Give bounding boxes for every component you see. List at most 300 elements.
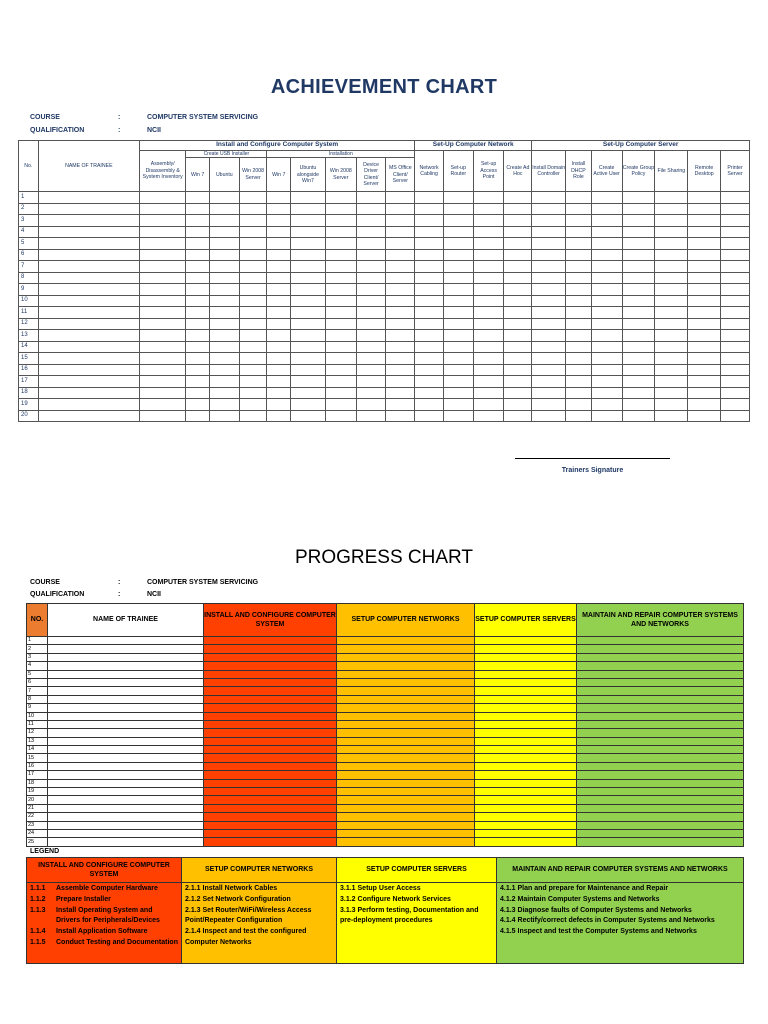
achievement-cell[interactable]	[721, 249, 750, 261]
achievement-cell[interactable]	[186, 410, 210, 422]
achievement-cell[interactable]	[473, 261, 504, 273]
progress-cell[interactable]	[475, 804, 577, 812]
achievement-cell[interactable]	[504, 215, 532, 227]
progress-trainee-name-cell[interactable]	[48, 796, 204, 804]
progress-cell[interactable]	[475, 737, 577, 745]
achievement-cell[interactable]	[415, 272, 444, 284]
achievement-cell[interactable]	[504, 272, 532, 284]
achievement-cell[interactable]	[325, 364, 356, 376]
achievement-cell[interactable]	[473, 295, 504, 307]
achievement-cell[interactable]	[415, 364, 444, 376]
achievement-cell[interactable]	[591, 376, 622, 388]
achievement-cell[interactable]	[291, 203, 326, 215]
progress-cell[interactable]	[337, 813, 475, 821]
achievement-cell[interactable]	[443, 249, 473, 261]
progress-cell[interactable]	[577, 645, 744, 653]
achievement-cell[interactable]	[415, 399, 444, 411]
achievement-cell[interactable]	[532, 272, 566, 284]
achievement-cell[interactable]	[239, 341, 267, 353]
achievement-cell[interactable]	[473, 249, 504, 261]
achievement-cell[interactable]	[356, 249, 386, 261]
achievement-cell[interactable]	[622, 330, 655, 342]
achievement-cell[interactable]	[325, 192, 356, 204]
achievement-cell[interactable]	[415, 261, 444, 273]
progress-cell[interactable]	[577, 754, 744, 762]
progress-trainee-name-cell[interactable]	[48, 813, 204, 821]
achievement-cell[interactable]	[140, 353, 186, 365]
achievement-cell[interactable]	[267, 353, 291, 365]
achievement-cell[interactable]	[532, 341, 566, 353]
progress-cell[interactable]	[337, 771, 475, 779]
achievement-cell[interactable]	[291, 238, 326, 250]
achievement-cell[interactable]	[591, 295, 622, 307]
achievement-cell[interactable]	[186, 215, 210, 227]
achievement-cell[interactable]	[591, 341, 622, 353]
achievement-cell[interactable]	[504, 203, 532, 215]
achievement-cell[interactable]	[688, 295, 721, 307]
trainee-name-cell[interactable]	[38, 272, 140, 284]
achievement-cell[interactable]	[688, 330, 721, 342]
achievement-cell[interactable]	[415, 192, 444, 204]
progress-trainee-name-cell[interactable]	[48, 829, 204, 837]
achievement-cell[interactable]	[655, 284, 688, 296]
achievement-cell[interactable]	[239, 318, 267, 330]
achievement-cell[interactable]	[566, 215, 592, 227]
achievement-cell[interactable]	[267, 410, 291, 422]
achievement-cell[interactable]	[622, 364, 655, 376]
achievement-cell[interactable]	[140, 376, 186, 388]
trainee-name-cell[interactable]	[38, 318, 140, 330]
trainee-name-cell[interactable]	[38, 364, 140, 376]
achievement-cell[interactable]	[721, 330, 750, 342]
progress-cell[interactable]	[337, 695, 475, 703]
progress-trainee-name-cell[interactable]	[48, 838, 204, 846]
achievement-cell[interactable]	[239, 399, 267, 411]
achievement-cell[interactable]	[325, 307, 356, 319]
achievement-cell[interactable]	[291, 387, 326, 399]
achievement-cell[interactable]	[325, 387, 356, 399]
achievement-cell[interactable]	[386, 376, 415, 388]
achievement-cell[interactable]	[140, 410, 186, 422]
achievement-cell[interactable]	[655, 261, 688, 273]
achievement-cell[interactable]	[356, 307, 386, 319]
achievement-cell[interactable]	[291, 307, 326, 319]
progress-trainee-name-cell[interactable]	[48, 737, 204, 745]
achievement-cell[interactable]	[186, 307, 210, 319]
achievement-cell[interactable]	[591, 226, 622, 238]
progress-cell[interactable]	[577, 729, 744, 737]
achievement-cell[interactable]	[291, 261, 326, 273]
achievement-cell[interactable]	[415, 387, 444, 399]
achievement-cell[interactable]	[325, 215, 356, 227]
trainee-name-cell[interactable]	[38, 226, 140, 238]
achievement-cell[interactable]	[356, 399, 386, 411]
achievement-cell[interactable]	[591, 410, 622, 422]
progress-cell[interactable]	[475, 788, 577, 796]
achievement-cell[interactable]	[655, 203, 688, 215]
achievement-cell[interactable]	[386, 261, 415, 273]
trainee-name-cell[interactable]	[38, 249, 140, 261]
achievement-cell[interactable]	[140, 318, 186, 330]
achievement-cell[interactable]	[721, 295, 750, 307]
progress-trainee-name-cell[interactable]	[48, 712, 204, 720]
achievement-cell[interactable]	[622, 192, 655, 204]
progress-cell[interactable]	[577, 704, 744, 712]
achievement-cell[interactable]	[239, 410, 267, 422]
achievement-cell[interactable]	[655, 353, 688, 365]
progress-cell[interactable]	[337, 645, 475, 653]
achievement-cell[interactable]	[591, 318, 622, 330]
progress-cell[interactable]	[204, 729, 337, 737]
achievement-cell[interactable]	[356, 272, 386, 284]
achievement-cell[interactable]	[386, 318, 415, 330]
achievement-cell[interactable]	[386, 330, 415, 342]
achievement-cell[interactable]	[504, 284, 532, 296]
achievement-cell[interactable]	[209, 215, 239, 227]
achievement-cell[interactable]	[239, 353, 267, 365]
achievement-cell[interactable]	[291, 318, 326, 330]
achievement-cell[interactable]	[186, 295, 210, 307]
achievement-cell[interactable]	[655, 192, 688, 204]
achievement-cell[interactable]	[325, 318, 356, 330]
achievement-cell[interactable]	[386, 215, 415, 227]
progress-cell[interactable]	[475, 838, 577, 846]
achievement-cell[interactable]	[356, 376, 386, 388]
progress-cell[interactable]	[475, 645, 577, 653]
achievement-cell[interactable]	[504, 341, 532, 353]
achievement-cell[interactable]	[622, 295, 655, 307]
progress-trainee-name-cell[interactable]	[48, 720, 204, 728]
achievement-cell[interactable]	[532, 261, 566, 273]
achievement-cell[interactable]	[140, 249, 186, 261]
achievement-cell[interactable]	[591, 238, 622, 250]
achievement-cell[interactable]	[622, 376, 655, 388]
achievement-cell[interactable]	[591, 353, 622, 365]
achievement-cell[interactable]	[186, 364, 210, 376]
progress-cell[interactable]	[204, 746, 337, 754]
achievement-cell[interactable]	[386, 341, 415, 353]
achievement-cell[interactable]	[622, 203, 655, 215]
achievement-cell[interactable]	[591, 387, 622, 399]
achievement-cell[interactable]	[721, 226, 750, 238]
achievement-cell[interactable]	[566, 238, 592, 250]
achievement-cell[interactable]	[688, 272, 721, 284]
achievement-cell[interactable]	[325, 341, 356, 353]
achievement-cell[interactable]	[186, 284, 210, 296]
progress-cell[interactable]	[204, 637, 337, 645]
achievement-cell[interactable]	[591, 399, 622, 411]
progress-cell[interactable]	[204, 813, 337, 821]
achievement-cell[interactable]	[566, 272, 592, 284]
achievement-cell[interactable]	[186, 203, 210, 215]
achievement-cell[interactable]	[140, 215, 186, 227]
achievement-cell[interactable]	[688, 226, 721, 238]
achievement-cell[interactable]	[532, 238, 566, 250]
progress-cell[interactable]	[337, 746, 475, 754]
achievement-cell[interactable]	[566, 249, 592, 261]
progress-cell[interactable]	[475, 653, 577, 661]
achievement-cell[interactable]	[721, 215, 750, 227]
achievement-cell[interactable]	[356, 387, 386, 399]
achievement-cell[interactable]	[532, 307, 566, 319]
progress-cell[interactable]	[475, 678, 577, 686]
achievement-cell[interactable]	[655, 387, 688, 399]
achievement-cell[interactable]	[591, 272, 622, 284]
progress-cell[interactable]	[337, 779, 475, 787]
achievement-cell[interactable]	[443, 364, 473, 376]
achievement-cell[interactable]	[688, 364, 721, 376]
achievement-cell[interactable]	[532, 318, 566, 330]
progress-cell[interactable]	[204, 838, 337, 846]
achievement-cell[interactable]	[186, 192, 210, 204]
achievement-cell[interactable]	[186, 341, 210, 353]
achievement-cell[interactable]	[504, 261, 532, 273]
achievement-cell[interactable]	[622, 307, 655, 319]
progress-trainee-name-cell[interactable]	[48, 678, 204, 686]
achievement-cell[interactable]	[291, 215, 326, 227]
achievement-cell[interactable]	[566, 410, 592, 422]
achievement-cell[interactable]	[566, 353, 592, 365]
achievement-cell[interactable]	[443, 399, 473, 411]
achievement-cell[interactable]	[473, 376, 504, 388]
achievement-cell[interactable]	[140, 387, 186, 399]
achievement-cell[interactable]	[267, 307, 291, 319]
trainee-name-cell[interactable]	[38, 399, 140, 411]
achievement-cell[interactable]	[622, 399, 655, 411]
achievement-cell[interactable]	[356, 330, 386, 342]
progress-cell[interactable]	[577, 838, 744, 846]
achievement-cell[interactable]	[655, 410, 688, 422]
achievement-cell[interactable]	[267, 399, 291, 411]
achievement-cell[interactable]	[443, 226, 473, 238]
progress-cell[interactable]	[577, 746, 744, 754]
progress-trainee-name-cell[interactable]	[48, 653, 204, 661]
achievement-cell[interactable]	[239, 330, 267, 342]
progress-cell[interactable]	[475, 796, 577, 804]
achievement-cell[interactable]	[622, 249, 655, 261]
achievement-cell[interactable]	[504, 307, 532, 319]
achievement-cell[interactable]	[504, 399, 532, 411]
progress-cell[interactable]	[577, 762, 744, 770]
achievement-cell[interactable]	[688, 249, 721, 261]
achievement-cell[interactable]	[688, 318, 721, 330]
progress-cell[interactable]	[577, 678, 744, 686]
progress-cell[interactable]	[577, 695, 744, 703]
achievement-cell[interactable]	[504, 226, 532, 238]
achievement-cell[interactable]	[356, 353, 386, 365]
progress-cell[interactable]	[204, 829, 337, 837]
achievement-cell[interactable]	[415, 226, 444, 238]
achievement-cell[interactable]	[415, 203, 444, 215]
progress-cell[interactable]	[577, 796, 744, 804]
trainee-name-cell[interactable]	[38, 295, 140, 307]
achievement-cell[interactable]	[415, 284, 444, 296]
achievement-cell[interactable]	[267, 238, 291, 250]
achievement-cell[interactable]	[721, 261, 750, 273]
achievement-cell[interactable]	[209, 330, 239, 342]
achievement-cell[interactable]	[504, 238, 532, 250]
achievement-cell[interactable]	[721, 192, 750, 204]
achievement-cell[interactable]	[504, 330, 532, 342]
achievement-cell[interactable]	[325, 330, 356, 342]
achievement-cell[interactable]	[386, 399, 415, 411]
achievement-cell[interactable]	[267, 203, 291, 215]
achievement-cell[interactable]	[239, 364, 267, 376]
achievement-cell[interactable]	[532, 399, 566, 411]
progress-cell[interactable]	[337, 796, 475, 804]
achievement-cell[interactable]	[622, 353, 655, 365]
trainee-name-cell[interactable]	[38, 387, 140, 399]
achievement-cell[interactable]	[291, 272, 326, 284]
achievement-cell[interactable]	[688, 353, 721, 365]
achievement-cell[interactable]	[655, 318, 688, 330]
trainee-name-cell[interactable]	[38, 330, 140, 342]
progress-cell[interactable]	[204, 712, 337, 720]
achievement-cell[interactable]	[291, 353, 326, 365]
progress-cell[interactable]	[475, 754, 577, 762]
progress-cell[interactable]	[475, 695, 577, 703]
achievement-cell[interactable]	[591, 215, 622, 227]
achievement-cell[interactable]	[473, 364, 504, 376]
achievement-cell[interactable]	[209, 249, 239, 261]
achievement-cell[interactable]	[140, 399, 186, 411]
progress-trainee-name-cell[interactable]	[48, 687, 204, 695]
progress-cell[interactable]	[337, 678, 475, 686]
progress-cell[interactable]	[475, 662, 577, 670]
achievement-cell[interactable]	[140, 364, 186, 376]
achievement-cell[interactable]	[386, 272, 415, 284]
achievement-cell[interactable]	[386, 238, 415, 250]
achievement-cell[interactable]	[140, 284, 186, 296]
progress-cell[interactable]	[475, 771, 577, 779]
progress-trainee-name-cell[interactable]	[48, 762, 204, 770]
achievement-cell[interactable]	[415, 249, 444, 261]
achievement-cell[interactable]	[291, 364, 326, 376]
achievement-cell[interactable]	[443, 410, 473, 422]
achievement-cell[interactable]	[186, 318, 210, 330]
achievement-cell[interactable]	[325, 353, 356, 365]
achievement-cell[interactable]	[291, 295, 326, 307]
achievement-cell[interactable]	[356, 295, 386, 307]
achievement-cell[interactable]	[655, 364, 688, 376]
progress-cell[interactable]	[337, 737, 475, 745]
achievement-cell[interactable]	[291, 376, 326, 388]
achievement-cell[interactable]	[566, 284, 592, 296]
achievement-cell[interactable]	[622, 410, 655, 422]
achievement-cell[interactable]	[655, 330, 688, 342]
achievement-cell[interactable]	[566, 364, 592, 376]
achievement-cell[interactable]	[267, 261, 291, 273]
achievement-cell[interactable]	[504, 192, 532, 204]
progress-cell[interactable]	[204, 678, 337, 686]
achievement-cell[interactable]	[473, 215, 504, 227]
achievement-cell[interactable]	[386, 203, 415, 215]
achievement-cell[interactable]	[532, 226, 566, 238]
progress-cell[interactable]	[337, 712, 475, 720]
achievement-cell[interactable]	[473, 226, 504, 238]
progress-cell[interactable]	[204, 771, 337, 779]
achievement-cell[interactable]	[267, 192, 291, 204]
achievement-cell[interactable]	[688, 215, 721, 227]
achievement-cell[interactable]	[591, 307, 622, 319]
achievement-cell[interactable]	[209, 272, 239, 284]
achievement-cell[interactable]	[267, 387, 291, 399]
achievement-cell[interactable]	[186, 353, 210, 365]
progress-cell[interactable]	[337, 838, 475, 846]
achievement-cell[interactable]	[386, 295, 415, 307]
achievement-cell[interactable]	[386, 364, 415, 376]
achievement-cell[interactable]	[291, 192, 326, 204]
achievement-cell[interactable]	[532, 330, 566, 342]
progress-cell[interactable]	[577, 712, 744, 720]
achievement-cell[interactable]	[591, 192, 622, 204]
achievement-cell[interactable]	[415, 215, 444, 227]
achievement-cell[interactable]	[721, 399, 750, 411]
achievement-cell[interactable]	[504, 376, 532, 388]
progress-cell[interactable]	[577, 813, 744, 821]
achievement-cell[interactable]	[473, 192, 504, 204]
progress-cell[interactable]	[337, 821, 475, 829]
trainee-name-cell[interactable]	[38, 410, 140, 422]
achievement-cell[interactable]	[721, 272, 750, 284]
achievement-cell[interactable]	[386, 226, 415, 238]
trainee-name-cell[interactable]	[38, 353, 140, 365]
achievement-cell[interactable]	[186, 387, 210, 399]
achievement-cell[interactable]	[443, 238, 473, 250]
achievement-cell[interactable]	[504, 318, 532, 330]
achievement-cell[interactable]	[473, 399, 504, 411]
achievement-cell[interactable]	[566, 261, 592, 273]
achievement-cell[interactable]	[140, 295, 186, 307]
progress-cell[interactable]	[577, 829, 744, 837]
achievement-cell[interactable]	[386, 249, 415, 261]
achievement-cell[interactable]	[721, 376, 750, 388]
progress-cell[interactable]	[204, 662, 337, 670]
achievement-cell[interactable]	[591, 364, 622, 376]
achievement-cell[interactable]	[209, 341, 239, 353]
achievement-cell[interactable]	[532, 376, 566, 388]
progress-cell[interactable]	[577, 637, 744, 645]
achievement-cell[interactable]	[386, 192, 415, 204]
achievement-cell[interactable]	[267, 376, 291, 388]
achievement-cell[interactable]	[473, 410, 504, 422]
achievement-cell[interactable]	[443, 387, 473, 399]
achievement-cell[interactable]	[504, 387, 532, 399]
trainee-name-cell[interactable]	[38, 203, 140, 215]
achievement-cell[interactable]	[566, 226, 592, 238]
achievement-cell[interactable]	[209, 353, 239, 365]
achievement-cell[interactable]	[415, 376, 444, 388]
achievement-cell[interactable]	[443, 353, 473, 365]
achievement-cell[interactable]	[325, 261, 356, 273]
achievement-cell[interactable]	[325, 249, 356, 261]
progress-cell[interactable]	[204, 653, 337, 661]
achievement-cell[interactable]	[443, 341, 473, 353]
achievement-cell[interactable]	[239, 295, 267, 307]
achievement-cell[interactable]	[291, 341, 326, 353]
achievement-cell[interactable]	[443, 284, 473, 296]
achievement-cell[interactable]	[532, 364, 566, 376]
achievement-cell[interactable]	[622, 284, 655, 296]
progress-cell[interactable]	[475, 670, 577, 678]
progress-cell[interactable]	[577, 737, 744, 745]
achievement-cell[interactable]	[140, 226, 186, 238]
achievement-cell[interactable]	[415, 330, 444, 342]
progress-cell[interactable]	[337, 687, 475, 695]
achievement-cell[interactable]	[688, 192, 721, 204]
achievement-cell[interactable]	[356, 238, 386, 250]
achievement-cell[interactable]	[267, 249, 291, 261]
